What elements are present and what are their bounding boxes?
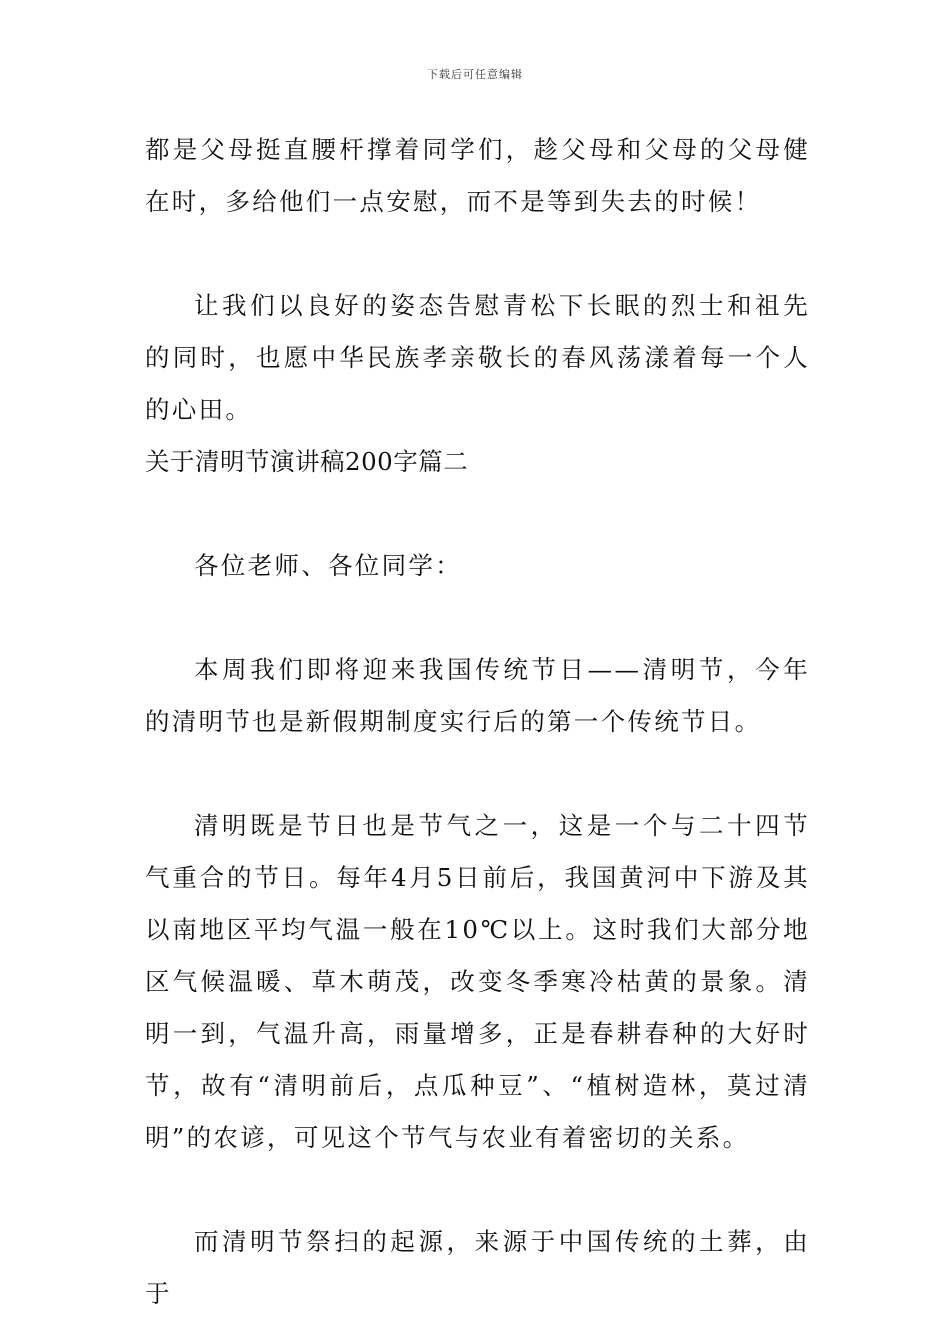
page-header-note: 下载后可任意编辑: [427, 68, 523, 81]
paragraph-4: 清明既是节日也是节气之一，这是一个与二十四节气重合的节日。每年4月5日前后，我国黄河中下游及其以南地区平均气温一般在10℃以上。这时我们大部分地区气候温暖、草木萌茂，改变冬季寒冷枯黄的景象。清明一到，气温升高，雨量增多，正是春耕春种的大好时节，故有“清明前后，点瓜种豆”、“植树造林，莫过清明”的农谚，可见这个节气与农业有着密切的关系。: [145, 811, 810, 1152]
section-heading: 关于清明节演讲稿200字篇二: [145, 447, 469, 476]
paragraph-1: 都是父母挺直腰杆撑着同学们，趁父母和父母的父母健在时，多给他们一点安慰，而不是等到失去的时候！: [145, 135, 810, 216]
paragraph-2: 让我们以良好的姿态告慰青松下长眠的烈士和祖先的同时，也愿中华民族孝亲敬长的春风荡漾着每一个人的心田。: [145, 291, 810, 424]
paragraph-3: 本周我们即将迎来我国传统节日——清明节，今年的清明节也是新假期制度实行后的第一个传统节日。: [145, 655, 810, 736]
paragraph-greeting: 各位老师、各位同学：: [194, 551, 462, 580]
paragraph-5: 而清明节祭扫的起源，来源于中国传统的土葬，由于: [145, 1227, 810, 1308]
document-body: [145, 124, 810, 1320]
